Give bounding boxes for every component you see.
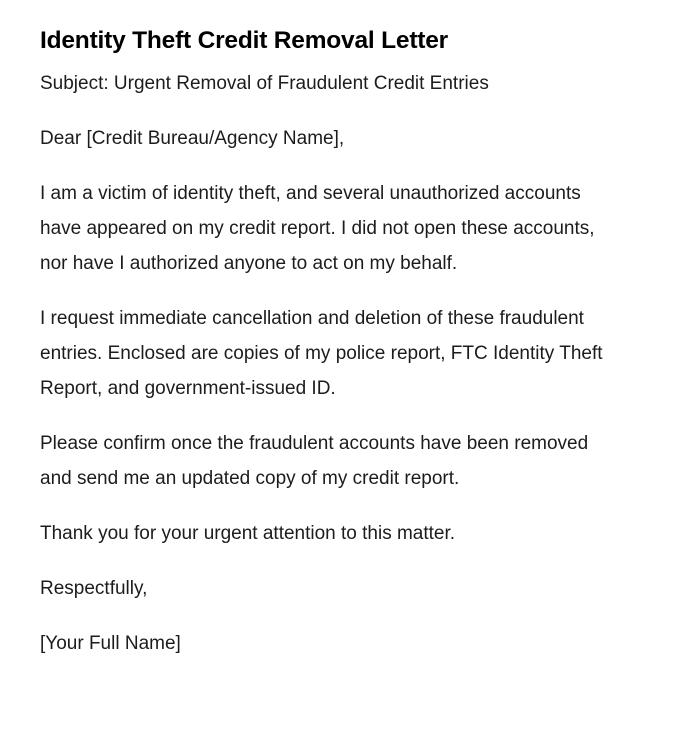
letter-closing: Respectfully,: [40, 578, 148, 599]
letter-body-paragraph-3: Please confirm once the fraudulent accounts have been removed and send me an updated copy of my credit report.: [40, 433, 589, 489]
letter-subject: Subject: Urgent Removal of Fraudulent Credit Entries: [40, 73, 489, 94]
letter-title: Identity Theft Credit Removal Letter: [40, 27, 448, 54]
letter-salutation: Dear [Credit Bureau/Agency Name],: [40, 128, 345, 149]
letter-body-paragraph-1: I am a victim of identity theft, and several unauthorized accounts have appeared on my credit report. I did not open these accounts, nor have I authorized anyone to act on my behalf.: [40, 183, 595, 274]
letter-signature: [Your Full Name]: [40, 633, 181, 654]
letter-thank-you: Thank you for your urgent attention to this matter.: [40, 523, 456, 544]
letter-body-paragraph-2: I request immediate cancellation and deletion of these fraudulent entries. Enclosed are copies of my police report, FTC Identity Theft Report, and government-issued ID.: [40, 308, 603, 399]
